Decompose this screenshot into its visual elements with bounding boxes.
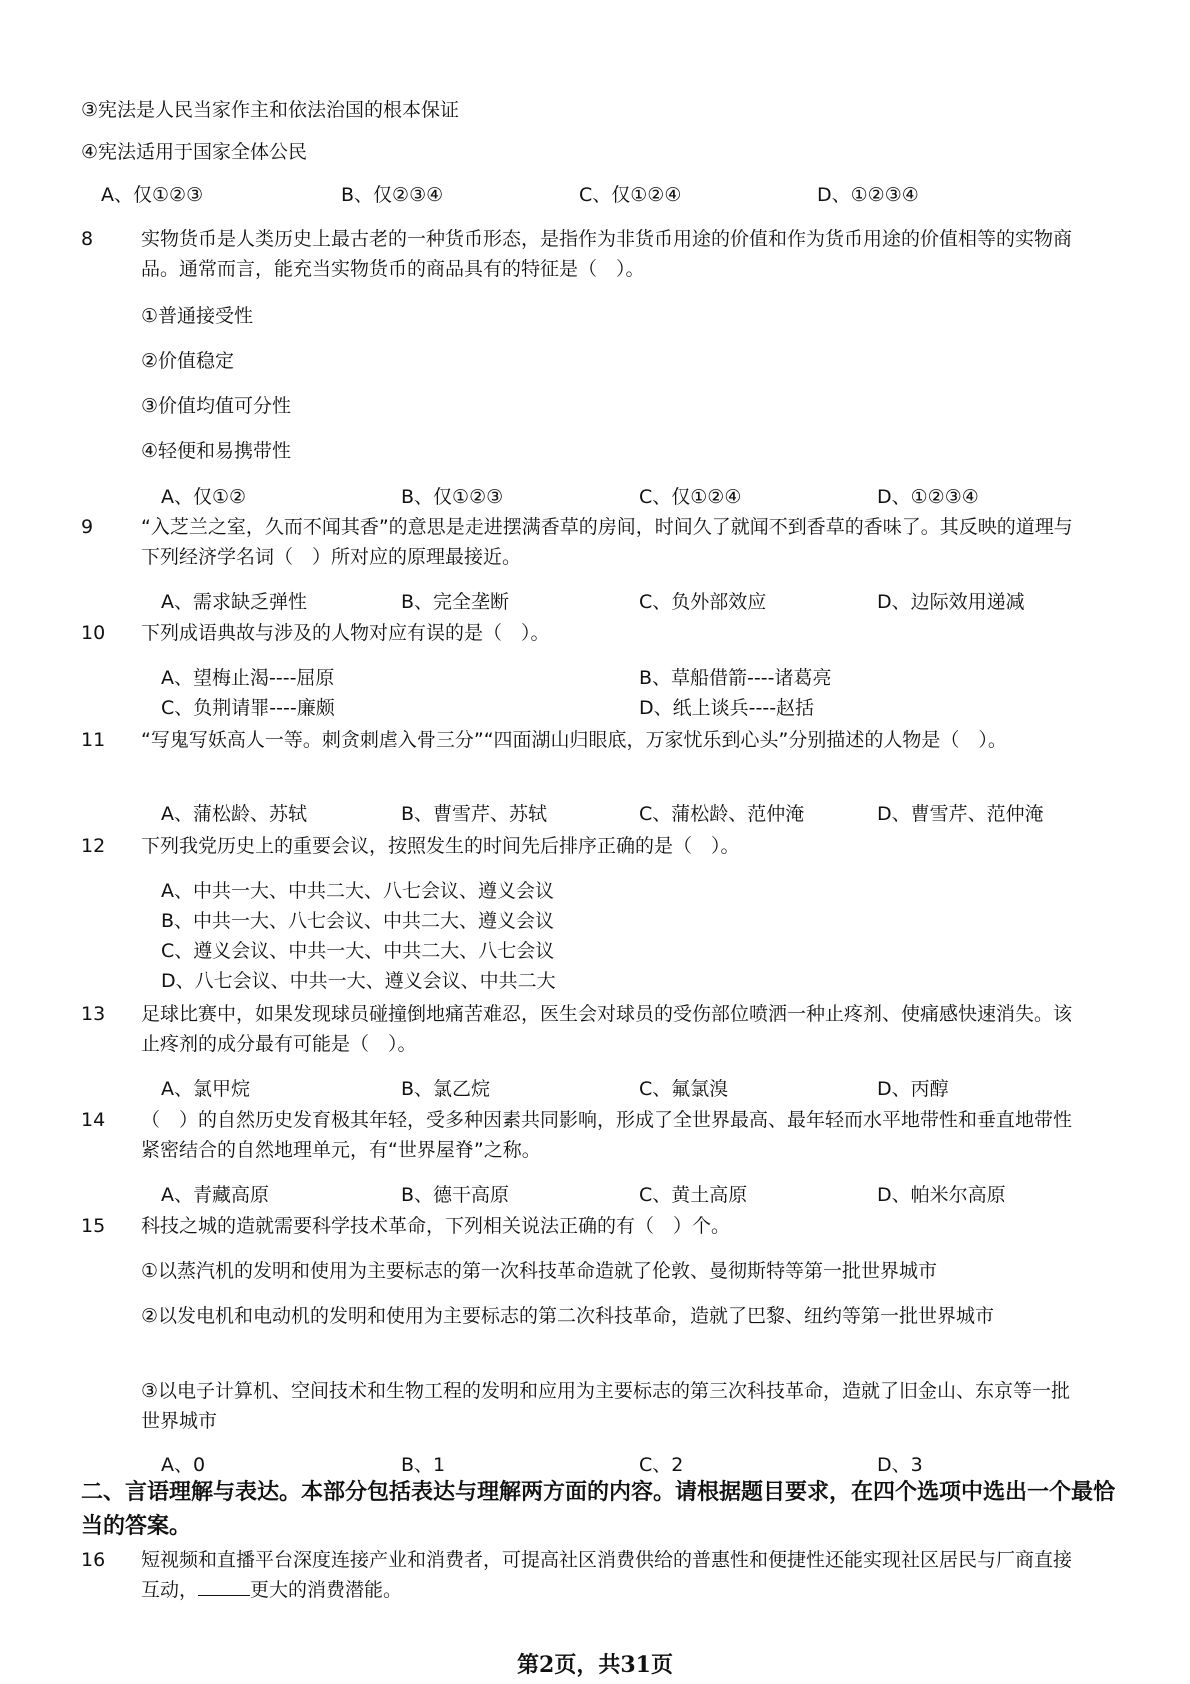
q9-option-b: B、完全垄断 (401, 591, 510, 613)
q12-text: 下列我党历史上的重要会议，按照发生的时间先后排序正确的是（ ）。 (141, 835, 740, 857)
q14-option-c: C、黄土高原 (639, 1184, 748, 1206)
q16-number: 16 (81, 1549, 106, 1571)
q14-option-b: B、德干高原 (401, 1184, 510, 1206)
q11-option-a: A、蒲松龄、苏轼 (161, 803, 307, 825)
q8-option-d: D、①②③④ (877, 486, 979, 508)
q7-option-a: A、仅①②③ (101, 184, 204, 206)
q11-text: “写鬼写妖高人一等。刺贪刺虐入骨三分”“四面湖山归眼底，万家忧乐到心头”分别描述的人物是（ ）。 (141, 729, 1007, 751)
q10-text: 下列成语典故与涉及的人物对应有误的是（ ）。 (141, 622, 550, 644)
q13-option-c: C、氟氯溴 (639, 1078, 729, 1100)
q7-option-c: C、仅①②④ (579, 184, 682, 206)
q16-text-before: 短视频和直播平台深度连接产业和消费者，可提高社区消费供给的普惠性和便捷性还能实现社区居民与厂商直接互动， (141, 1549, 1073, 1601)
q16-blank (198, 1577, 250, 1596)
q8-option-b: B、仅①②③ (401, 486, 504, 508)
q15-number: 15 (81, 1215, 106, 1237)
q8-item-2: ②价值稳定 (141, 350, 235, 372)
q15-option-c: C、2 (639, 1454, 684, 1476)
page-number: 第2页，共31页 (517, 1652, 673, 1678)
q11-option-c: C、蒲松龄、范仲淹 (639, 803, 805, 825)
q9-text: “入芝兰之室，久而不闻其香”的意思是走进摆满香草的房间，时间久了就闻不到香草的香味了。其反映的道理与下列经济学名词（ ）所对应的原理最接近。 (141, 516, 1073, 568)
q9-option-d: D、边际效用递减 (877, 591, 1025, 613)
q15-item-1: ①以蒸汽机的发明和使用为主要标志的第一次科技革命造就了伦敦、曼彻斯特等第一批世界城市 (141, 1260, 938, 1282)
q15-option-a: A、0 (161, 1454, 206, 1476)
q13-option-b: B、氯乙烷 (401, 1078, 491, 1100)
q16-text (141, 1545, 1081, 1605)
q10-option-b: B、草船借箭----诸葛亮 (639, 667, 832, 689)
q13-option-d: D、丙醇 (877, 1078, 949, 1100)
q15-item-2: ②以发电机和电动机的发明和使用为主要标志的第二次科技革命，造就了巴黎、纽约等第一批世界城市 (141, 1305, 995, 1327)
q13-text: 足球比赛中，如果发现球员碰撞倒地痛苦难忍，医生会对球员的受伤部位喷洒一种止疼剂、使痛感快速消失。该止疼剂的成分最有可能是（ ）。 (141, 1003, 1073, 1055)
q9-option-a: A、需求缺乏弹性 (161, 591, 307, 613)
q15-text: 科技之城的造就需要科学技术革命，下列相关说法正确的有（ ）个。 (141, 1215, 731, 1237)
q8-option-a: A、仅①② (161, 486, 247, 508)
q10-option-c: C、负荆请罪----廉颇 (161, 697, 335, 719)
q12-option-a: A、中共一大、中共二大、八七会议、遵义会议 (161, 880, 554, 902)
q9-number: 9 (81, 516, 94, 538)
q8-item-4: ④轻便和易携带性 (141, 440, 292, 462)
q10-option-a: A、望梅止渴----屈原 (161, 667, 335, 689)
q13-option-a: A、氯甲烷 (161, 1078, 250, 1100)
q8-number: 8 (81, 228, 94, 250)
q7-option-d: D、①②③④ (817, 184, 919, 206)
section-2-heading: 二、言语理解与表达。本部分包括表达与理解两方面的内容。请根据题目要求，在四个选项中选出一个最恰当的答案。 (81, 1480, 1116, 1539)
q14-number: 14 (81, 1109, 106, 1131)
q9-option-c: C、负外部效应 (639, 591, 767, 613)
q14-text: （ ）的自然历史发育极其年轻，受多种因素共同影响，形成了全世界最高、最年轻而水平地带性和垂直地带性紧密结合的自然地理单元，有“世界屋脊”之称。 (141, 1109, 1073, 1161)
q16-text-after: 更大的消费潜能。 (250, 1579, 403, 1601)
q8-option-c: C、仅①②④ (639, 486, 742, 508)
q7-option-b: B、仅②③④ (341, 184, 444, 206)
q12-option-b: B、中共一大、八七会议、中共二大、遵义会议 (161, 910, 555, 932)
q7-item-3: ③宪法是人民当家作主和依法治国的根本保证 (81, 99, 460, 121)
q11-number: 11 (81, 729, 106, 751)
q12-option-d: D、八七会议、中共一大、遵义会议、中共二大 (161, 970, 556, 992)
q14-option-a: A、青藏高原 (161, 1184, 269, 1206)
q15-item-3: ③以电子计算机、空间技术和生物工程的发明和应用为主要标志的第三次科技革命，造就了旧金山、东京等一批世界城市 (141, 1380, 1071, 1432)
q8-item-3: ③价值均值可分性 (141, 395, 292, 417)
q8-text: 实物货币是人类历史上最古老的一种货币形态，是指作为非货币用途的价值和作为货币用途的价值相等的实物商品。通常而言，能充当实物货币的商品具有的特征是（ ）。 (141, 228, 1073, 280)
q15-option-b: B、1 (401, 1454, 446, 1476)
q10-option-d: D、纸上谈兵----赵括 (639, 697, 815, 719)
q12-option-c: C、遵义会议、中共一大、中共二大、八七会议 (161, 940, 555, 962)
q14-option-d: D、帕米尔高原 (877, 1184, 1006, 1206)
q8-item-1: ①普通接受性 (141, 305, 254, 327)
q11-option-b: B、曹雪芹、苏轼 (401, 803, 548, 825)
q12-number: 12 (81, 835, 106, 857)
q10-number: 10 (81, 622, 106, 644)
q13-number: 13 (81, 1003, 106, 1025)
q11-option-d: D、曹雪芹、范仲淹 (877, 803, 1044, 825)
q7-item-4: ④宪法适用于国家全体公民 (81, 141, 308, 163)
q15-option-d: D、3 (877, 1454, 923, 1476)
